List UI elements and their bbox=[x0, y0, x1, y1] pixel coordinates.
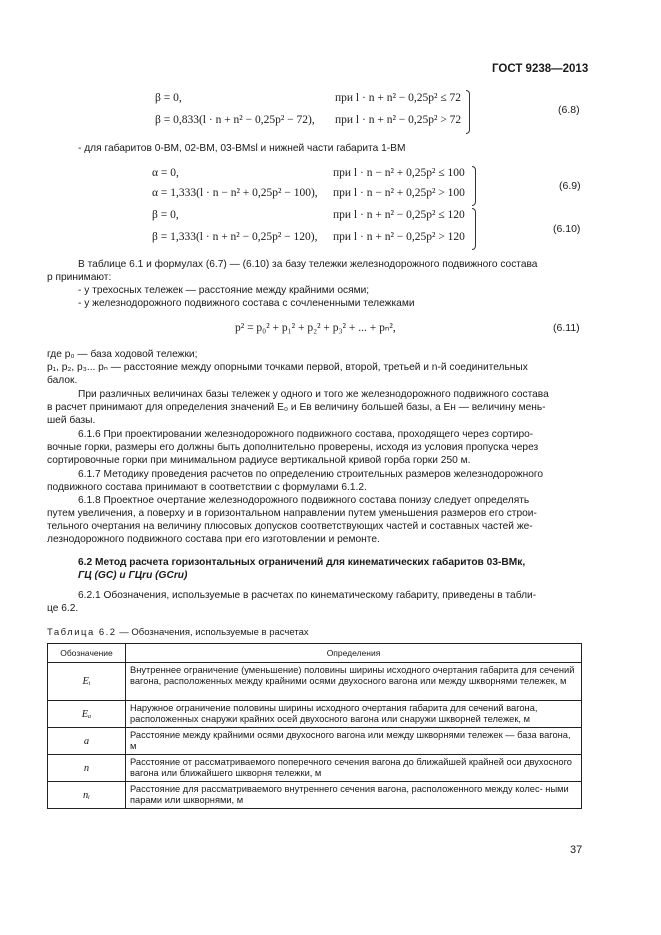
eq-6-9-number: (6.9) bbox=[559, 180, 581, 192]
para-617-1: 6.1.7 Методику проведения расчетов по определению строительных размеров железнодорожного bbox=[78, 469, 544, 480]
eq-6-10-line-1-cond: при l · n + n² − 0,25p² ≤ 120 bbox=[333, 209, 465, 221]
eq-6-8-line-2-cond: при l · n + n² − 0,25p² > 72 bbox=[335, 114, 462, 126]
para-621-1: 6.2.1 Обозначения, используемые в расчетах по кинематическому габариту, приведены в табли- bbox=[78, 590, 537, 601]
para-base-2: p принимают: bbox=[47, 272, 112, 283]
eq-6-9-line-1-left: α = 0, bbox=[152, 167, 179, 179]
table-cell-symbol: nᵢ bbox=[48, 782, 126, 809]
table-cell-symbol: n bbox=[48, 755, 126, 782]
document-id: ГОСТ 9238—2013 bbox=[492, 63, 589, 75]
table-cell-definition: Расстояние между крайними осями двухосного вагона или между шкворнями тележек — база вагона, м bbox=[126, 728, 582, 755]
bullet-base-1: - у трехосных тележек — расстояние между крайними осями; bbox=[78, 285, 370, 296]
para-618-1: 6.1.8 Проектное очертание железнодорожного подвижного состава понизу следует определять bbox=[78, 495, 530, 506]
table-row bbox=[48, 663, 582, 701]
eq-6-8-number: (6.8) bbox=[558, 104, 580, 116]
bullet-base-2: - у железнодорожного подвижного состава с сочлененными тележками bbox=[78, 298, 415, 309]
para-616-2: вочные горки, размеры его должны быть дополнительно проверены, исходя из условия пропуска через bbox=[47, 442, 539, 453]
where-line-1: где p₀ — база ходовой тележки; bbox=[47, 349, 198, 360]
eq-6-10-brace bbox=[472, 208, 476, 250]
eq-6-11-number: (6.11) bbox=[553, 322, 580, 334]
table-row bbox=[48, 782, 582, 809]
para-diff-1: При различных величинах базы тележек у одного и того же железнодорожного подвижного состава bbox=[78, 389, 549, 400]
para-base: В таблице 6.1 и формулах (6.7) — (6.10) за базу тележки железнодорожного подвижного состава bbox=[78, 259, 538, 270]
eq-6-10-number: (6.10) bbox=[553, 223, 581, 235]
col-header-symbol: Обозначение bbox=[48, 644, 126, 663]
table-cell-symbol: a bbox=[48, 728, 126, 755]
para-diff-2: в расчет принимают для определения значений E₀ и Eв величину большей базы, а Eн — величину мень- bbox=[47, 402, 546, 413]
eq-6-8-line-2-left: β = 0,833(l · n + n² − 0,25p² − 72), bbox=[155, 114, 315, 126]
eq-6-8-line-1-left: β = 0, bbox=[155, 92, 182, 104]
para-618-4: лезнодорожного подвижного состава при его изготовлении и ремонте. bbox=[47, 534, 380, 545]
eq-6-11: p² = p₀² + p₁² + p₂² + p₃² + ... + pₙ², bbox=[235, 322, 396, 334]
table-cell-definition: Наружное ограничение половины ширины исходного очертания габарита для сечений вагона, расположенных снаружи крайних осей двухосного вагона или снаружи шкворней тележек, м bbox=[126, 701, 582, 728]
table-cell-definition: Расстояние от рассматриваемого поперечного сечения вагона до ближайшей крайней оси двухосного вагона или ближайшего шкворня тележки, м bbox=[126, 755, 582, 782]
eq-6-8-brace bbox=[466, 90, 470, 134]
eq-6-8-line-1-cond: при l · n + n² − 0,25p² ≤ 72 bbox=[335, 92, 462, 104]
bullet-gabarit: - для габаритов 0-ВМ, 02-ВМ, 03-ВМsl и нижней части габарита 1-ВМ bbox=[78, 143, 406, 154]
section-6-2-title: 6.2 Метод расчета горизонтальных ограничений для кинематических габаритов 03-ВМк, bbox=[78, 557, 526, 568]
where-line-3: балок. bbox=[47, 375, 78, 386]
para-621-2: це 6.2. bbox=[47, 603, 79, 614]
col-header-definition: Определения bbox=[126, 644, 582, 663]
eq-6-10-line-2-left: β = 1,333(l · n + n² − 0,25p² − 120), bbox=[152, 231, 318, 243]
table-row bbox=[48, 755, 582, 782]
para-617-2: подвижного состава принимают в соответствии с формулами 6.1.2. bbox=[47, 482, 367, 493]
table-caption bbox=[47, 627, 309, 638]
eq-6-9-brace bbox=[472, 166, 476, 206]
page-number: 37 bbox=[570, 844, 583, 856]
eq-6-9-line-2-left: α = 1,333(l · n − n² + 0,25p² − 100), bbox=[152, 187, 318, 199]
table-6-2 bbox=[47, 643, 582, 809]
where-line-2: p₁, p₂, p₃... pₙ — расстояние между опорными точками первой, второй, третьей и n-й соединительных bbox=[47, 362, 528, 373]
table-cell-symbol: Eₐ bbox=[48, 701, 126, 728]
para-diff-3: шей базы. bbox=[47, 415, 96, 426]
para-616-1: 6.1.6 При проектировании железнодорожного подвижного состава, проходящего через сортиро- bbox=[78, 429, 534, 440]
section-6-2-title-2: ГЦ (GC) и ГЦru (GCru) bbox=[78, 570, 188, 581]
table-row bbox=[48, 728, 582, 755]
eq-6-9-line-1-cond: при l · n − n² + 0,25p² ≤ 100 bbox=[333, 167, 465, 179]
para-618-2: путем увеличения, а поверху и в горизонтальном направлении путем уменьшения размеров его строи- bbox=[47, 508, 537, 519]
table-header-row bbox=[48, 644, 582, 663]
para-618-3: тельного очертания на величину плюсовых допусков соответствующих частей и составных частей же- bbox=[47, 521, 533, 532]
table-caption-label: Таблица 6.2 bbox=[47, 627, 117, 638]
table-cell-definition: Внутреннее ограничение (уменьшение) половины ширины исходного очертания габарита для сечений вагона, расположенных между крайними осями двухосного вагона или между шкворнями тележек, м bbox=[126, 663, 582, 701]
eq-6-10-line-1-left: β = 0, bbox=[152, 209, 179, 221]
para-616-3: сортировочные горки при минимальном радиусе вертикальной кривой горба горки 250 м. bbox=[47, 455, 471, 466]
table-row bbox=[48, 701, 582, 728]
table-caption-text: — Обозначения, используемые в расчетах bbox=[116, 627, 309, 638]
eq-6-9-line-2-cond: при l · n − n² + 0,25p² > 100 bbox=[333, 187, 465, 199]
eq-6-10-line-2-cond: при l · n + n² − 0,25p² > 120 bbox=[333, 231, 465, 243]
table-cell-symbol: Eᵢ bbox=[48, 663, 126, 701]
table-cell-definition: Расстояние для рассматриваемого внутреннего сечения вагона, расположенного между колес- ными парами или шкворнями, м bbox=[126, 782, 582, 809]
